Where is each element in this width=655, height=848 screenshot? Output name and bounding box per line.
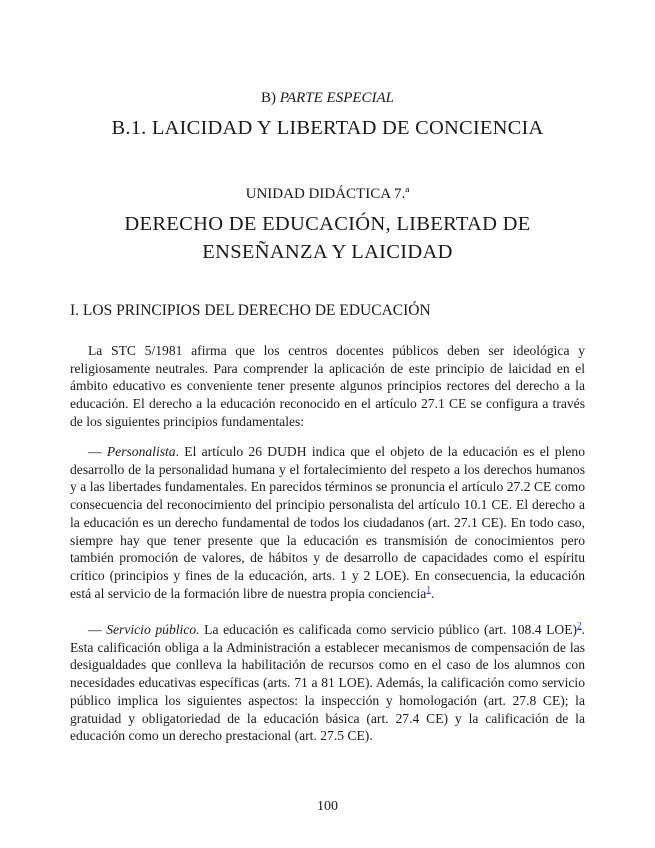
section-title: B.1. LAICIDAD Y LIBERTAD DE CONCIENCIA	[111, 117, 544, 139]
unit-title-line-1: DERECHO DE EDUCACIÓN, LIBERTAD DE	[124, 213, 531, 235]
footnote-link-2[interactable]: 2	[577, 620, 582, 631]
part-prefix: B)	[260, 90, 280, 106]
part-label: PARTE ESPECIAL	[279, 90, 395, 106]
principle-term: Servicio público.	[106, 622, 200, 637]
item-dash: —	[88, 444, 107, 459]
intro-paragraph: La STC 5/1981 afirma que los centros docentes públicos deben ser ideológica y religiosamente neutrales. Para comprender la aplicación de este principio de laicidad en el ámbito educativo es conveniente tener presente algunos principios rectores del derecho a la educación. El derecho a la educación reconocido en el artículo 27.1 CE se configura a través de los siguientes principios fundamentales:	[70, 343, 585, 429]
principle-text-end: .	[430, 585, 435, 601]
principle-term: Personalista	[106, 444, 176, 459]
document-page	[70, 0, 585, 848]
unit-title-line-2: ENSEÑANZA Y LAICIDAD	[202, 241, 453, 263]
unit-title	[70, 210, 585, 266]
page-number: 100	[317, 799, 338, 814]
footnote-link-1[interactable]: 1	[426, 584, 431, 595]
principle-servicio-publico	[70, 621, 585, 745]
part-heading	[70, 90, 585, 107]
principle-text-continued: . Esta calificación obliga a la Administración a establecer mecanismos de compensación de las desigualdades que conlleva la habilitación de recursos como en el caso de los alumnos con necesidades educativas específicas (arts. 71 a 81 LOE). Además, la calificación como servicio público implica los siguientes aspectos: la inspección y homologación (art. 27.8 CE); la gratuidad y obligatoriedad de la educación básica (art. 27.4 CE) y la calificación de la educación como un derecho prestacional (art. 27.5 CE).	[70, 622, 585, 744]
principle-personalista	[70, 443, 585, 602]
principle-text: La educación es calificada como servicio público (art. 108.4 LOE)	[199, 622, 578, 637]
item-dash: —	[88, 622, 107, 637]
unit-label: UNIDAD DIDÁCTICA 7.ª	[245, 186, 410, 202]
principle-text: . El artículo 26 DUDH indica que el objeto de la educación es el pleno desarrollo de la personalidad humana y el fortalecimiento del respeto a los derechos humanos y a las libertades fundamentales. En parecidos términos se pronuncia el artículo 27.2 CE como consecuencia del reconocimiento del principio personalista del artículo 10.1 CE. El derecho a la educación es un derecho fundamental de todos los ciudadanos (art. 27.1 CE). En todo caso, siempre hay que tener presente que la educación es transmisión de conocimientos pero también promoción de valores, de hábitos y de desarrollo de capacidades como el espíritu crítico (principios y fines de la educación, arts. 1 y 2 LOE). En consecuencia, la educación está al servicio de la formación libre de nuestra propia conciencia	[70, 444, 585, 601]
chapter-heading: I. LOS PRINCIPIOS DEL DERECHO DE EDUCACIÓN	[70, 302, 431, 319]
